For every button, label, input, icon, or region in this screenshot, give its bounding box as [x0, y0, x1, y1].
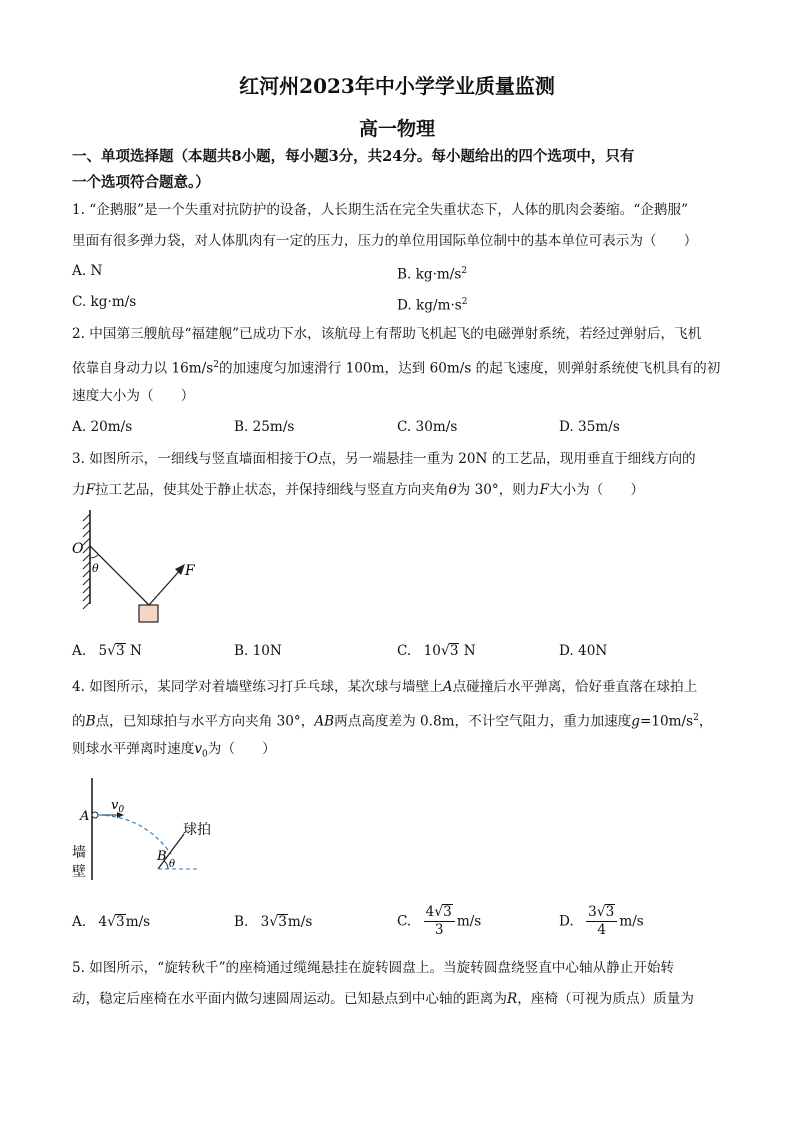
q3-a-radicand: 3 — [116, 643, 125, 659]
q4-l1-p2: 点碰撞后水平弹离，恰好垂直落在球拍上 — [452, 679, 698, 695]
q1-option-d-text: D. kg/m·s — [397, 297, 462, 314]
q3-l2-p2: 拉工艺品，使其处于静止状态，并保持细线与竖直方向夹角 — [95, 482, 449, 498]
q1-option-c[interactable]: C. kg·m/s — [72, 294, 137, 310]
sqrt-symbol: √ — [434, 904, 444, 920]
q3-c-unit: N — [463, 643, 476, 659]
q4-option-d[interactable] — [559, 904, 644, 939]
q2-option-a[interactable]: A. 20m/s — [72, 419, 133, 435]
q1-option-b[interactable] — [397, 261, 467, 285]
q4-d-num-radicand: 3 — [605, 904, 615, 920]
q4-a-radicand: 3 — [116, 914, 125, 930]
q3-label-F: F — [185, 563, 195, 579]
q1-option-b-sup: 2 — [461, 266, 468, 276]
q4-label-theta: θ — [169, 859, 176, 870]
q4-label-v0 — [111, 798, 124, 815]
q4-d-fraction — [586, 904, 617, 939]
q4-l2-p4: =10m/s — [639, 713, 694, 730]
q4-d-num-coef: 3 — [588, 904, 597, 920]
q4-b-letter: B. — [234, 914, 249, 930]
q4-stem-line2 — [72, 708, 712, 732]
q1-option-d[interactable] — [397, 292, 468, 316]
section-heading-line1: 一、单项选择题（本题共8小题，每小题3分，共24分。每小题给出的四个选项中，只有 — [72, 148, 635, 165]
q4-d-letter: D. — [559, 913, 574, 930]
q3-diagram — [66, 506, 216, 630]
q4-label-wall-1: 墙 — [72, 845, 86, 861]
q3-craft-block — [139, 605, 158, 622]
q5-l2-p1: 动，稳定后座椅在水平面内做匀速圆周运动。已知悬点到中心轴的距离为 — [72, 991, 507, 1007]
q3-option-b[interactable]: B. 10N — [234, 643, 282, 659]
q2-stem-line1: 2. 中国第三艘航母“福建舰”已成功下水，该航母上有帮助飞机起飞的电磁弹射系统，若经过弹射后，飞机 — [72, 326, 702, 342]
q1-option-b-text: B. kg·m/s — [397, 266, 462, 283]
q2-option-d[interactable]: D. 35m/s — [559, 419, 620, 435]
q1-stem-line2: 里面有很多弹力袋，对人体肌肉有一定的压力，压力的单位用国际单位制中的基本单位可表示为（ ） — [72, 233, 698, 249]
section-heading-line2: 一个选项符合题意。） — [72, 174, 210, 191]
q5-stem-line2 — [72, 989, 694, 1009]
q4-l2-g: g — [631, 713, 640, 730]
q3-l2-p4: 大小为（ ） — [548, 482, 645, 498]
q3-string — [90, 546, 149, 605]
q4-b-unit: m/s — [287, 914, 313, 930]
q1-stem-line1: 1. “企鹅服”是一个失重对抗防护的设备，人长期生活在完全失重状态下，人体的肌肉会萎缩。“企鹅服” — [72, 202, 689, 218]
q3-a-letter: A. — [72, 643, 87, 659]
q4-label-racket: 球拍 — [183, 822, 211, 838]
q4-label-v-sub: 0 — [118, 805, 125, 815]
q5-stem-line1: 5. 如图所示，“旋转秋千”的座椅通过缆绳悬挂在旋转圆盘上。当旋转圆盘绕竖直中心轴从静止开始转 — [72, 960, 675, 976]
q3-wall-hatching — [83, 510, 90, 609]
q4-option-a[interactable] — [72, 912, 150, 932]
q4-l3-p2: 为（ ） — [207, 741, 276, 757]
q3-force-line — [149, 568, 182, 605]
q2-line2-part2: 的加速度匀加速滑行 100m，达到 60m/s 的起飞速度，则弹射系统使飞机具有的初 — [218, 360, 721, 377]
q3-option-d[interactable]: D. 40N — [559, 643, 608, 659]
q4-a-letter: A. — [72, 914, 87, 930]
q3-l2-p1: 力 — [72, 482, 86, 498]
q2-option-c[interactable]: C. 30m/s — [397, 419, 458, 435]
q4-d-denominator: 4 — [597, 922, 607, 938]
q4-c-denominator: 3 — [434, 922, 444, 938]
q4-l3-p1: 则球水平弹离时速度 — [72, 741, 195, 757]
q4-label-B: B — [157, 849, 167, 864]
q2-option-b[interactable]: B. 25m/s — [234, 419, 295, 435]
q4-label-wall-2: 壁 — [72, 864, 86, 880]
q3-option-a[interactable] — [72, 641, 142, 661]
q4-l2-sup: 2 — [693, 713, 699, 723]
q4-c-fraction — [424, 904, 455, 939]
q3-c-letter: C. — [397, 643, 412, 659]
q3-l1-p2: 点，另一端悬挂一重为 20N 的工艺品，现用垂直于细线方向的 — [317, 451, 696, 467]
q4-l2-B: B — [85, 713, 96, 730]
exam-title: 红河州2023年中小学学业质量监测 — [239, 74, 555, 98]
q3-l1-O: O — [306, 451, 318, 467]
q4-stem-line3 — [72, 739, 276, 765]
sqrt-symbol: √ — [107, 914, 117, 930]
q3-stem-line2 — [72, 480, 644, 500]
q3-stem-line1 — [72, 449, 696, 469]
q5-l2-p2: ，座椅（可视为质点）质量为 — [517, 991, 694, 1007]
q4-label-v: v — [111, 798, 119, 813]
q4-b-radicand: 3 — [278, 914, 287, 930]
q4-l1-A: A — [442, 679, 453, 695]
q4-label-A: A — [80, 809, 90, 824]
q3-l2-F: F — [85, 482, 96, 498]
q4-l2-p2: 点，已知球拍与水平方向夹角 30°， — [95, 713, 315, 730]
q2-line2-sup: 2 — [213, 360, 219, 370]
q4-l1-p1: 4. 如图所示，某同学对着墙壁练习打乒乓球，某次球与墙壁上 — [72, 679, 443, 695]
sqrt-symbol: √ — [107, 643, 117, 659]
subject-title: 高一物理 — [358, 118, 435, 140]
q2-stem-line3: 速度大小为（ ） — [72, 388, 195, 404]
q3-a-unit: N — [130, 643, 142, 659]
q4-a-coef: 4 — [98, 914, 108, 930]
q3-c-radicand: 3 — [449, 643, 459, 659]
q3-c-coef: 10 — [423, 643, 441, 659]
q4-c-numerator — [424, 904, 455, 922]
q4-stem-line1 — [72, 677, 697, 697]
q5-l2-R: R — [507, 991, 518, 1007]
q4-diagram — [66, 772, 226, 884]
q2-stem-line2 — [72, 355, 720, 379]
q3-a-coef: 5 — [98, 643, 108, 659]
q4-c-num-coef: 4 — [425, 904, 435, 920]
sqrt-symbol: √ — [269, 914, 279, 930]
q4-d-unit: m/s — [619, 913, 644, 930]
q3-l2-p3: 为 30°，则力 — [456, 482, 540, 498]
q3-label-theta: θ — [92, 562, 99, 575]
q4-c-letter: C. — [397, 913, 412, 930]
q3-option-c[interactable] — [397, 641, 476, 661]
q2-line2-part1: 依靠自身动力以 16m/s — [72, 360, 214, 377]
q4-l2-p1: 的 — [72, 713, 86, 730]
q4-a-unit: m/s — [125, 914, 151, 930]
q1-option-d-sup: 2 — [461, 297, 468, 307]
q4-b-coef: 3 — [260, 914, 270, 930]
q3-label-O: O — [72, 541, 84, 557]
q4-ball — [92, 812, 98, 818]
q4-l3-sub: 0 — [202, 749, 208, 760]
q3-l1-p1: 3. 如图所示，一细线与竖直墙面相接于 — [72, 451, 307, 467]
q4-c-num-radicand: 3 — [443, 904, 452, 920]
q4-l2-p3: 两点高度差为 0.8m，不计空气阻力，重力加速度 — [334, 713, 632, 730]
q1-option-a[interactable]: A. N — [72, 263, 103, 279]
q4-l2-AB: AB — [314, 713, 335, 730]
q3-angle-arc — [90, 555, 98, 558]
q4-d-numerator — [586, 904, 617, 922]
q3-l2-theta: θ — [448, 482, 457, 498]
sqrt-symbol: √ — [440, 643, 450, 659]
q4-c-unit: m/s — [456, 913, 482, 930]
sqrt-symbol: √ — [596, 904, 606, 920]
q4-option-b[interactable] — [234, 912, 312, 932]
q4-l2-p5: ， — [698, 713, 713, 730]
q4-l3-v: v — [194, 741, 203, 757]
q4-option-c[interactable] — [397, 904, 481, 939]
q3-l2-F2: F — [539, 482, 549, 498]
